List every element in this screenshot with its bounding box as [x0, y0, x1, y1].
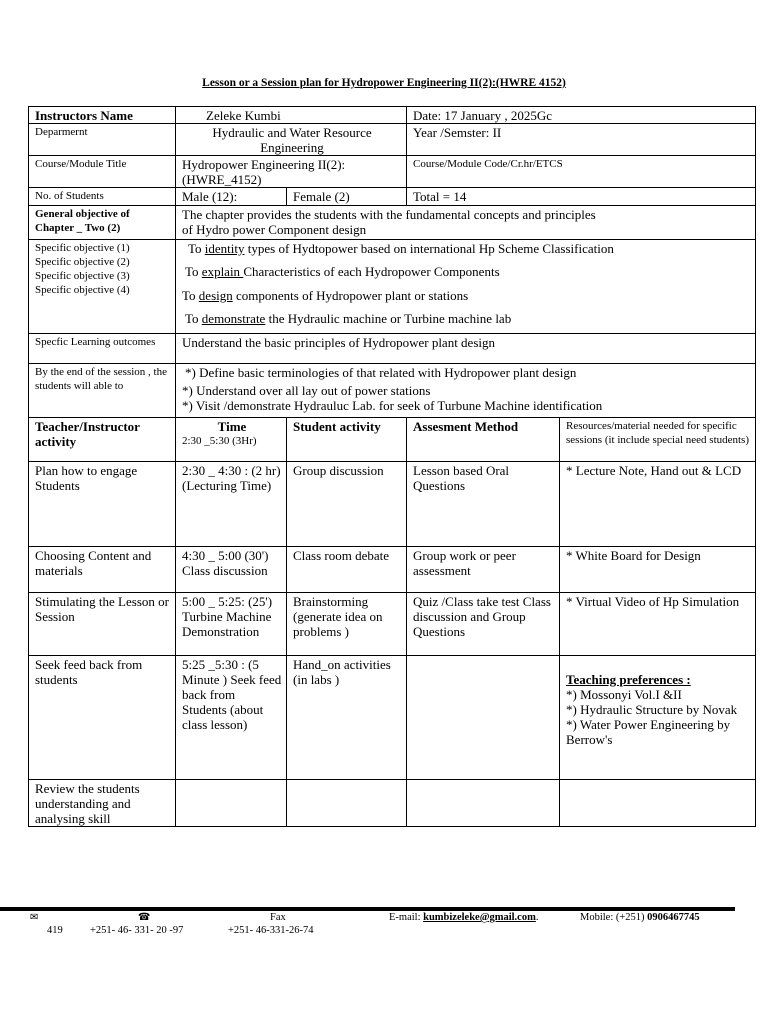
department-row — [29, 124, 756, 156]
assessment-method: Group work or peer assessment — [407, 547, 560, 593]
general-objective-text — [176, 206, 756, 240]
end-of-session-item: *) Define basic terminologies of that related with Hydropower plant design — [185, 365, 577, 380]
lesson-plan-table — [28, 106, 756, 827]
year-semester: Year /Semster: II — [407, 124, 756, 156]
fax-number: +251- 46-331-26-74 — [228, 925, 314, 936]
teacher-activity: Seek feed back from students — [29, 656, 176, 780]
specific-objective-label: Specific objective (1) — [35, 242, 130, 254]
specific-objective-item: To explain Characteristics of each Hydropower Components — [185, 264, 500, 279]
course-label: Course/Module Title — [29, 156, 176, 188]
teacher-activity: Plan how to engage Students — [29, 462, 176, 547]
end-of-session-row — [29, 364, 756, 418]
specific-objective-labels — [29, 240, 176, 334]
assessment-method — [407, 656, 560, 780]
end-of-session-label: By the end of the session , the students will able to — [29, 364, 176, 418]
time-header-label: Time — [217, 419, 247, 434]
department-value: Hydraulic and Water Resource Engineering — [176, 124, 407, 156]
email-contact: E-mail: kumbizeleke@gmail.com. — [389, 912, 539, 923]
activity-header-row — [29, 418, 756, 462]
time-cell: 5:00 _ 5:25: (25') Turbine Machine Demonstration — [176, 593, 287, 656]
student-activity — [287, 780, 407, 827]
student-activity: Class room debate — [287, 547, 407, 593]
specific-objective-item: To design components of Hydropower plant or stations — [182, 288, 469, 303]
phone-number: +251- 46- 331- 20 -97 — [90, 925, 184, 936]
document-title: Lesson or a Session plan for Hydropower Engineering II(2):(HWRE 4152) — [202, 77, 566, 89]
time-header — [176, 418, 287, 462]
learning-outcomes-text: Understand the basic principles of Hydropower plant design — [176, 334, 756, 364]
instructor-name: Zeleke Kumbi — [176, 107, 407, 124]
learning-outcomes-label: Specfic Learning outcomes — [29, 334, 176, 364]
teacher-activity: Review the students understanding and analysing skill — [29, 780, 176, 827]
time-cell: 2:30 _ 4:30 : (2 hr) (Lecturing Time) — [176, 462, 287, 547]
resources-cell: * White Board for Design — [560, 547, 756, 593]
telephone-icon: ☎ — [138, 912, 151, 923]
specific-objective-item: To identity types of Hydtopower based on international Hp Scheme Classification — [188, 241, 614, 256]
mobile-contact: Mobile: (+251) 0906467745 — [580, 912, 700, 923]
fax-label: Fax — [270, 912, 286, 923]
specific-objective-label: Specific objective (4) — [35, 284, 130, 296]
reference-item: *) Water Power Engineering by Berrow's — [566, 717, 731, 747]
end-of-session-items — [176, 364, 756, 418]
student-activity-header: Student activity — [287, 418, 407, 462]
general-objective-line: of Hydro power Component design — [182, 222, 367, 237]
teaching-preferences-heading: Teaching preferences : — [566, 672, 691, 687]
teacher-activity: Stimulating the Lesson or Session — [29, 593, 176, 656]
student-activity: Brainstorming (generate idea on problems ) — [287, 593, 407, 656]
specific-objectives-row — [29, 240, 756, 334]
general-objective-row — [29, 206, 756, 240]
specific-objective-items — [176, 240, 756, 334]
resources-cell — [560, 780, 756, 827]
general-objective-label: General objective of Chapter _ Two (2) — [29, 206, 176, 240]
po-box: 419 — [47, 925, 63, 936]
email-link[interactable]: kumbizeleke@gmail.com — [423, 912, 536, 923]
specific-objective-label: Specific objective (2) — [35, 256, 130, 268]
mobile-number: 0906467745 — [647, 912, 700, 923]
teacher-activity: Choosing Content and materials — [29, 547, 176, 593]
specific-objective-label: Specific objective (3) — [35, 270, 130, 282]
assessment-method: Lesson based Oral Questions — [407, 462, 560, 547]
envelope-icon: ✉ — [30, 912, 39, 923]
learning-outcomes-row — [29, 334, 756, 364]
reference-item: *) Mossonyi Vol.I &II — [566, 687, 682, 702]
table-row — [29, 780, 756, 827]
students-label: No. of Students — [29, 188, 176, 206]
course-code-label: Course/Module Code/Cr.hr/ETCS — [407, 156, 756, 188]
instructor-row — [29, 107, 756, 124]
time-cell: 5:25 _5:30 : (5 Minute ) Seek feed back from Students (about class lesson) — [176, 656, 287, 780]
table-row — [29, 547, 756, 593]
resources-cell: * Virtual Video of Hp Simulation — [560, 593, 756, 656]
instructor-label: Instructors Name — [29, 107, 176, 124]
reference-item: *) Hydraulic Structure by Novak — [566, 702, 738, 717]
teacher-activity-header: Teacher/Instructor activity — [29, 418, 176, 462]
resources-cell — [560, 656, 756, 780]
assessment-method — [407, 780, 560, 827]
male-count: Male (12): — [176, 188, 287, 206]
student-activity: Group discussion — [287, 462, 407, 547]
assessment-header: Assesment Method — [407, 418, 560, 462]
time-header-range: 2:30 _5:30 (3Hr) — [182, 435, 257, 447]
time-cell — [176, 780, 287, 827]
department-label: Deparmernt — [29, 124, 176, 156]
table-row — [29, 462, 756, 547]
end-of-session-item: *) Understand over all lay out of power stations — [182, 383, 431, 398]
assessment-method: Quiz /Class take test Class discussion and Group Questions — [407, 593, 560, 656]
student-activity: Hand_on activities (in labs ) — [287, 656, 407, 780]
total-count: Total = 14 — [407, 188, 756, 206]
female-count: Female (2) — [287, 188, 407, 206]
students-row — [29, 188, 756, 206]
course-row — [29, 156, 756, 188]
specific-objective-item: To demonstrate the Hydraulic machine or Turbine machine lab — [185, 311, 512, 326]
time-cell: 4:30 _ 5:00 (30') Class discussion — [176, 547, 287, 593]
resources-header: Resources/material needed for specific sessions (it include special need students) — [560, 418, 756, 462]
course-title: Hydropower Engineering II(2): (HWRE_4152) — [176, 156, 407, 188]
end-of-session-item: *) Visit /demonstrate Hydrauluc Lab. for seek of Turbune Machine identification — [182, 398, 603, 413]
general-objective-line: The chapter provides the students with the fundamental concepts and principles — [182, 207, 596, 222]
session-date: Date: 17 January , 2025Gc — [407, 107, 756, 124]
table-row — [29, 593, 756, 656]
resources-cell: * Lecture Note, Hand out & LCD — [560, 462, 756, 547]
table-row — [29, 656, 756, 780]
